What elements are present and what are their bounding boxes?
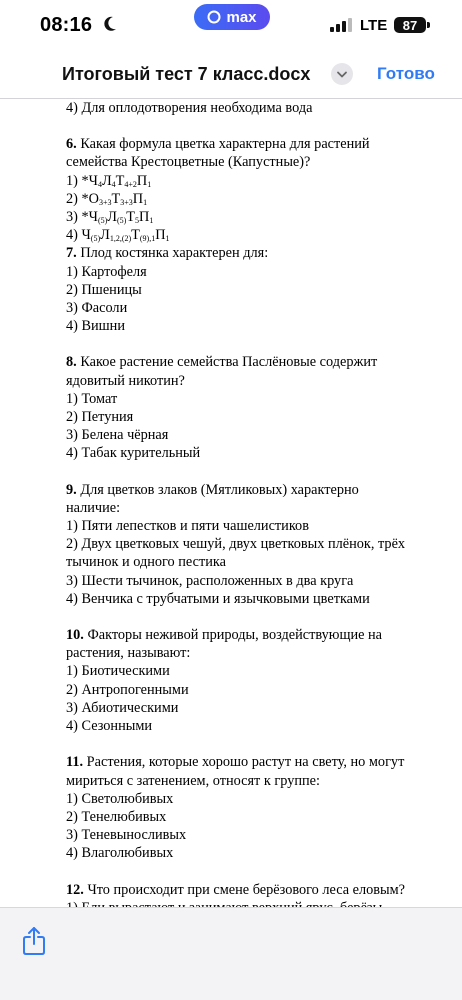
option-line: 1) Светолюбивых: [66, 790, 174, 807]
question-8: [66, 353, 436, 371]
formula-option: 1) $*Ч_4Л_4Т_{4+2}П_1$: [66, 172, 152, 189]
option-line: 1) Пяти лепестков и пяти чашелистиков: [66, 518, 309, 535]
question-9: [66, 481, 436, 499]
signal-icon: [330, 18, 352, 32]
question-number: 9.: [66, 481, 77, 498]
bottom-toolbar: [0, 907, 462, 1000]
question-number: 7.: [66, 245, 77, 262]
option-line: 3) Абиотическими: [66, 699, 179, 716]
option-line: 1) Томат: [66, 390, 118, 407]
option-line: 3) Шести тычинок, расположенных в два круга: [66, 572, 354, 589]
max-app-pill[interactable]: [194, 4, 270, 30]
status-time: 08:16: [40, 14, 93, 36]
option-line: тычинок и одного пестика: [66, 554, 226, 571]
option-line: 2) Тенелюбивых: [66, 808, 167, 825]
max-logo-icon: [207, 10, 221, 24]
formula-option: 2) $*О_{3+3}Т_{3+3}П_1$: [66, 190, 148, 207]
flower-formula: $О_{3+3}Т_{3+3}П_1$: [88, 190, 148, 207]
question-text-line: наличие:: [66, 499, 121, 516]
question-12: [66, 881, 436, 899]
question-text: Какое растение семейства Паслёновые содержит: [80, 354, 378, 371]
option-line: 1) Картофеля: [66, 263, 147, 280]
question-number: 10.: [66, 627, 84, 644]
option-line: 3) Белена чёрная: [66, 427, 169, 444]
moon-icon: [103, 16, 117, 32]
question-text: Что происходит при смене берёзового леса еловым?: [87, 881, 406, 898]
battery-indicator: 87: [394, 17, 426, 33]
option-line: 3) Теневыносливых: [66, 827, 187, 844]
question-text-line: мириться с затенением, относят к группе:: [66, 772, 320, 789]
question-11: [66, 753, 436, 771]
question-number: 8.: [66, 354, 77, 371]
question-10: [66, 626, 436, 644]
flower-formula: $Ч_4Л_4Т_{4+2}П_1$: [88, 172, 152, 189]
flower-formula: $Ч_{(5)}Л_{(5)}Т_5П_1$: [88, 209, 154, 226]
status-bar: [0, 0, 462, 52]
question-6: [66, 135, 436, 153]
flower-formula: $Ч_{(5)}Л_{1,2,(2)}Т_{(9),1}П_1$: [81, 227, 170, 244]
share-icon[interactable]: [22, 926, 46, 956]
max-app-label: max: [226, 8, 257, 26]
question-text: Для цветков злаков (Мятликовых) характерно: [80, 481, 359, 498]
question-text: Растения, которые хорошо растут на свету, но могут: [86, 754, 405, 771]
question-number: 11.: [66, 754, 84, 771]
option-line: 2) Пшеницы: [66, 281, 142, 298]
option-line: 2) Петуния: [66, 409, 134, 426]
document-content: [66, 99, 436, 935]
title-menu-button[interactable]: [331, 63, 353, 85]
question-number: 12.: [66, 881, 84, 898]
option-line: 4) Табак курительный: [66, 445, 201, 462]
battery-tip: [427, 22, 430, 28]
option-line: 2) Двух цветковых чешуй, двух цветковых плёнок, трёх: [66, 536, 406, 553]
question-text: Плод костянка характерен для:: [80, 245, 269, 262]
document-title[interactable]: Итоговый тест 7 класс.docx: [62, 64, 311, 84]
question-number: 6.: [66, 136, 77, 153]
formula-option: 3) $*Ч_{(5)}Л_{(5)}Т_5П_1$: [66, 209, 154, 226]
option-line: 4) Вишни: [66, 318, 125, 335]
network-type: LTE: [360, 17, 388, 34]
question-text: Какая формула цветка характерна для растений: [80, 136, 370, 153]
option-line: 4) Сезонными: [66, 718, 153, 735]
question-text-line: ядовитый никотин?: [66, 372, 185, 389]
question-7: [66, 244, 436, 262]
chevron-down-icon: [337, 71, 347, 78]
option-line: 3) Фасоли: [66, 300, 128, 317]
question-text-line: растения, называют:: [66, 645, 191, 662]
option-line: 2) Антропогенными: [66, 681, 189, 698]
formula-option: 4) $Ч_{(5)}Л_{1,2,(2)}Т_{(9),1}П_1$: [66, 227, 170, 244]
done-button[interactable]: Готово: [377, 64, 435, 83]
document-viewer[interactable]: [0, 99, 462, 907]
question-text: Факторы неживой природы, воздействующие на: [87, 627, 383, 644]
option-line: 4) Венчика с трубчатыми и язычковыми цветками: [66, 590, 370, 607]
nav-bar: [0, 52, 462, 98]
option-line: 4) Для оплодотворения необходима вода: [66, 100, 313, 116]
option-line: 4) Влаголюбивых: [66, 845, 174, 862]
option-line: 1) Биотическими: [66, 663, 170, 680]
question-text-line: семейства Крестоцветные (Капустные)?: [66, 154, 311, 171]
